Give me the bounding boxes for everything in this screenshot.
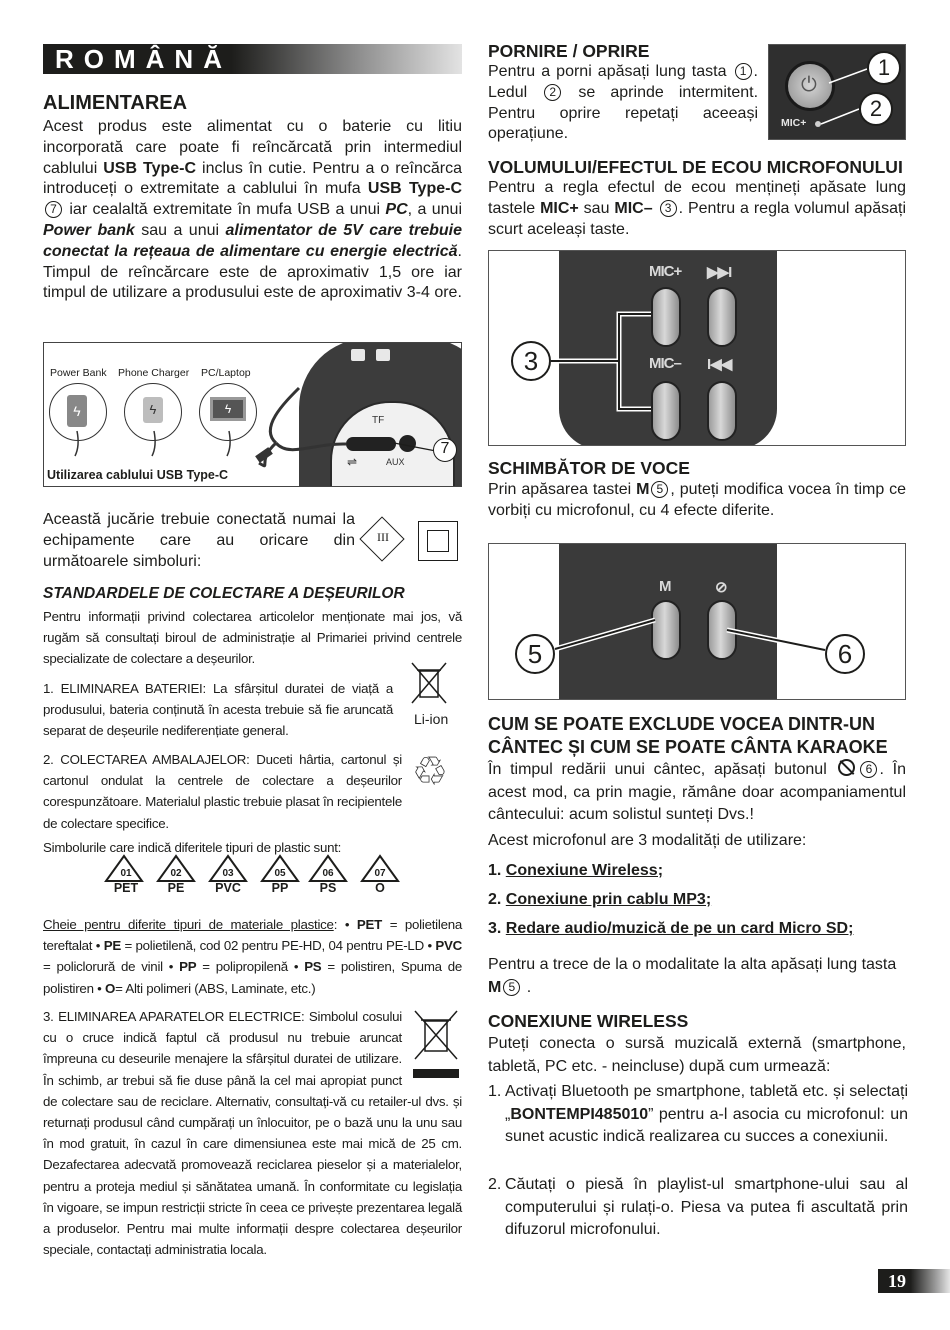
usb-symbol-icon: ⇌ — [347, 455, 358, 469]
li-ion-label: Li-ion — [414, 711, 449, 727]
wireless-step-2: 2. Căutați o piesă în playlist-ul smartphone-ului sau al computerului și rulați-o. Piesa va putea fi ascultată prin difuzorul microfonului. — [488, 1176, 908, 1239]
callout-7: 7 — [433, 438, 457, 462]
usb-figure — [43, 342, 462, 487]
callout-6: 6 — [825, 634, 865, 674]
wireless-intro: Puteți conecta o sursă muzicală externă (smartphone, tabletă, PC etc. - neincluse) după cum urmează: — [488, 1035, 906, 1075]
ref-5: 5 — [651, 481, 668, 498]
tf-label: TF — [372, 415, 385, 426]
volum-paragraph: Pentru a regla efectul de ecou mențineți apăsate lung tastele MIC+ sau MIC– 3 . Pentru a regla volumul apăsați scurt aceleași taste. — [488, 179, 907, 238]
mode-1: 1. Conexiune Wireless; — [488, 862, 664, 879]
waste-item-electric: 3. ELIMINAREA APARATELOR ELECTRICE: Simbolul cosului cu o cruce indică faptul că produsul nu trebuie aruncat împreuna cu deseurile menajere la sfârșitul duratei de utilizare. În schimb, ar trebui să fie duse până la cel mai apropiat punct de colectare sau de reciclare. Alternativ, consultați-vă cu retailer-ul dvs. și returnați produsul când cumpărați un înlocuitor, pe o bază unu la unu sau în mod gratuit, în cazul în care dimensiunea este mai mică de 25 cm. Dezafectarea adecvată promovează reciclarea pieselor și a materialelor, pentru a proteja mediul și sănătatea umană. În conformitate cu legislația în vigoare, se impun restricții stricte în ceea ce privește prezentarea legală a produselor. Pentru mai multe informații despre colectarea deșeurilor speciale, contactați administratia locala. — [43, 1009, 462, 1258]
karaoke-paragraph: În timpul redării unui cântec, apăsați butonul 6 . În acest mod, ca prin magie, rămâne doar acompaniamentul cântecului: acum solistul sunteți Dvs.! — [488, 761, 906, 824]
voice-callout-lines — [489, 544, 906, 700]
class2-square-icon — [418, 521, 458, 561]
power-button-photo — [768, 44, 906, 140]
ref-5b: 5 — [503, 979, 520, 996]
crossed-bin-icon — [408, 659, 450, 707]
section-title-karaoke: CUM SE POATE EXCLUDE VOCEA DINTR-UN CÂNTEC ȘI CUM SE POATE CÂNTA KARAOKE — [488, 714, 888, 757]
plastic-pp: 05 PP — [271, 868, 289, 895]
label-mic-plus: MIC+ — [649, 263, 682, 280]
voice-buttons-photo — [488, 543, 906, 700]
plastic-other: 07 O — [374, 868, 386, 895]
bracket-lines — [489, 251, 906, 446]
mode-3: 3. Redare audio/muzică de pe un card Micro SD; — [488, 920, 854, 937]
ref-7: 7 — [45, 201, 62, 218]
mic-plus-label: MIC+ — [781, 117, 807, 129]
label-next: ▶▶I — [707, 264, 732, 281]
switch-mode-paragraph: Pentru a trece de la o modalitate la alta apăsați lung tasta M 5 . — [488, 956, 897, 996]
label-vocal-cut: ⊘ — [715, 579, 727, 596]
plastic-pvc: 03 PVC — [215, 868, 241, 895]
language-banner: ROMÂNĂ — [43, 44, 462, 74]
symbols-paragraph: Această jucărie trebuie conectată numai la echipamente care au oricare din următoarele simboluri: — [43, 511, 355, 570]
aux-label: AUX — [386, 457, 405, 467]
section-title-pornire: PORNIRE / OPRIRE — [488, 41, 650, 61]
modes-intro: Acest microfonul are 3 modalități de utilizare: — [488, 832, 807, 849]
label-m: M — [659, 578, 671, 595]
label-power-bank: Power Bank — [50, 367, 107, 379]
ref-3: 3 — [660, 200, 677, 217]
callout-2: 2 — [859, 92, 893, 126]
waste-item-battery: 1. ELIMINAREA BATERIEI: La sfârșitul duratei de viață a produsului, bateria conținută în acesta trebuie să fie aruncată separat de deșeurile nediferențiate general. — [43, 681, 393, 739]
section-title-volum: VOLUMULUI/EFECTUL DE ECOU MICROFONULUI — [488, 157, 903, 177]
pc-laptop-icon: ϟ — [199, 383, 257, 441]
mode-2: 2. Conexiune prin cablu MP3; — [488, 891, 712, 908]
phone-charger-icon: ϟ — [124, 383, 182, 441]
power-bank-icon: ϟ — [49, 383, 107, 441]
label-prev: I◀◀ — [707, 356, 732, 373]
waste-intro: Pentru informații privind colectarea articolelor menționate mai jos, vă rugăm să consultați biroul de administrație al Primariei privind centrele specializate de colectare a deșeurilor. — [43, 609, 462, 667]
section-title-alimentarea: ALIMENTAREA — [43, 92, 188, 114]
plastic-key: Cheie pentru diferite tipuri de materiale plastice: • PET = polietilena tereftalat • PE = polietilenă, cod 02 pentru PE-HD, 04 pentru PE-LD • PVC = policlorură de vinil • PP = polipropilenă • PS = polistiren, Spuma de polistiren • O= Alti polimeri (ABS, Laminate, etc.) — [43, 917, 463, 996]
callout-5: 5 — [515, 634, 555, 674]
class3-label: III — [377, 530, 389, 544]
callout-1: 1 — [867, 51, 901, 85]
label-pc-laptop: PC/Laptop — [201, 367, 251, 379]
voce-paragraph: Prin apăsarea tastei M 5 , puteți modifica vocea în timp ce vorbiți cu microfonul, cu 4 efecte diferite. — [488, 481, 907, 519]
ref-1: 1 — [735, 63, 752, 80]
pornire-paragraph: Pentru a porni apăsați lung tasta 1 . Ledul 2 se aprinde intermitent. Pentru oprire repetați aceeași operațiune. — [488, 63, 759, 143]
page-number: 19 — [878, 1269, 950, 1293]
label-mic-minus: MIC– — [649, 355, 681, 372]
callout-3: 3 — [511, 341, 551, 381]
section-title-voce: SCHIMBĂTOR DE VOCE — [488, 458, 690, 478]
ref-2: 2 — [544, 84, 561, 101]
waste-item-packaging: 2. COLECTAREA AMBALAJELOR: Duceti hârtia, cartonul și cartonul ondulat la centrele de colectare a deșeurilor corespunzătoare. Materialul plastic trebuie plasat în recipientele de colectare specifice. — [43, 752, 402, 831]
plastic-pe: 02 PE — [167, 868, 185, 895]
waste-title: STANDARDELE DE COLECTARE A DEȘEURILOR — [43, 585, 405, 602]
label-phone-charger: Phone Charger — [118, 367, 190, 379]
ref-6: 6 — [860, 761, 877, 778]
wireless-step-1: 1. Activați Bluetooth pe smartphone, tabletă etc. și selectați „BONTEMPI485010” pentru a-l asocia cu microfonul: un sunet acustic indică realizarea cu succes a conexiunii. — [488, 1083, 908, 1146]
vocal-cut-icon — [838, 759, 855, 776]
section-title-wireless: CONEXIUNE WIRELESS — [488, 1011, 689, 1031]
alimentarea-paragraph: Acest produs este alimentat cu o baterie cu litiu incorporată care poate fi reîncărcată prin intermediul cablului USB Type-C inclus în cutie. Pentru a o reîncărca introduceți o extremitate a cablului în mufa USB Type-C 7 iar cealaltă extremitate în mufa USB a unui PC, a unui Power bank sau a unui alimentator de 5V care trebuie conectat la rețeaua de alimentare cu energie electrică. Timpul de reîncărcare este de aproximativ 1,5 ore iar timpul de utilizare a produsului este de aproximativ 3-4 ore. — [43, 118, 463, 302]
plastic-intro: Simbolurile care indică diferitele tipuri de plastic sunt: — [43, 840, 342, 855]
usb-figure-caption: Utilizarea cablului USB Type-C — [47, 468, 229, 482]
plastic-ps: 06 PS — [319, 868, 337, 895]
mic-buttons-photo — [488, 250, 906, 446]
power-icon: ⏻ — [801, 74, 817, 96]
recycle-icon: ♲ — [412, 750, 448, 794]
plastic-pet: 01 PET — [113, 868, 139, 895]
